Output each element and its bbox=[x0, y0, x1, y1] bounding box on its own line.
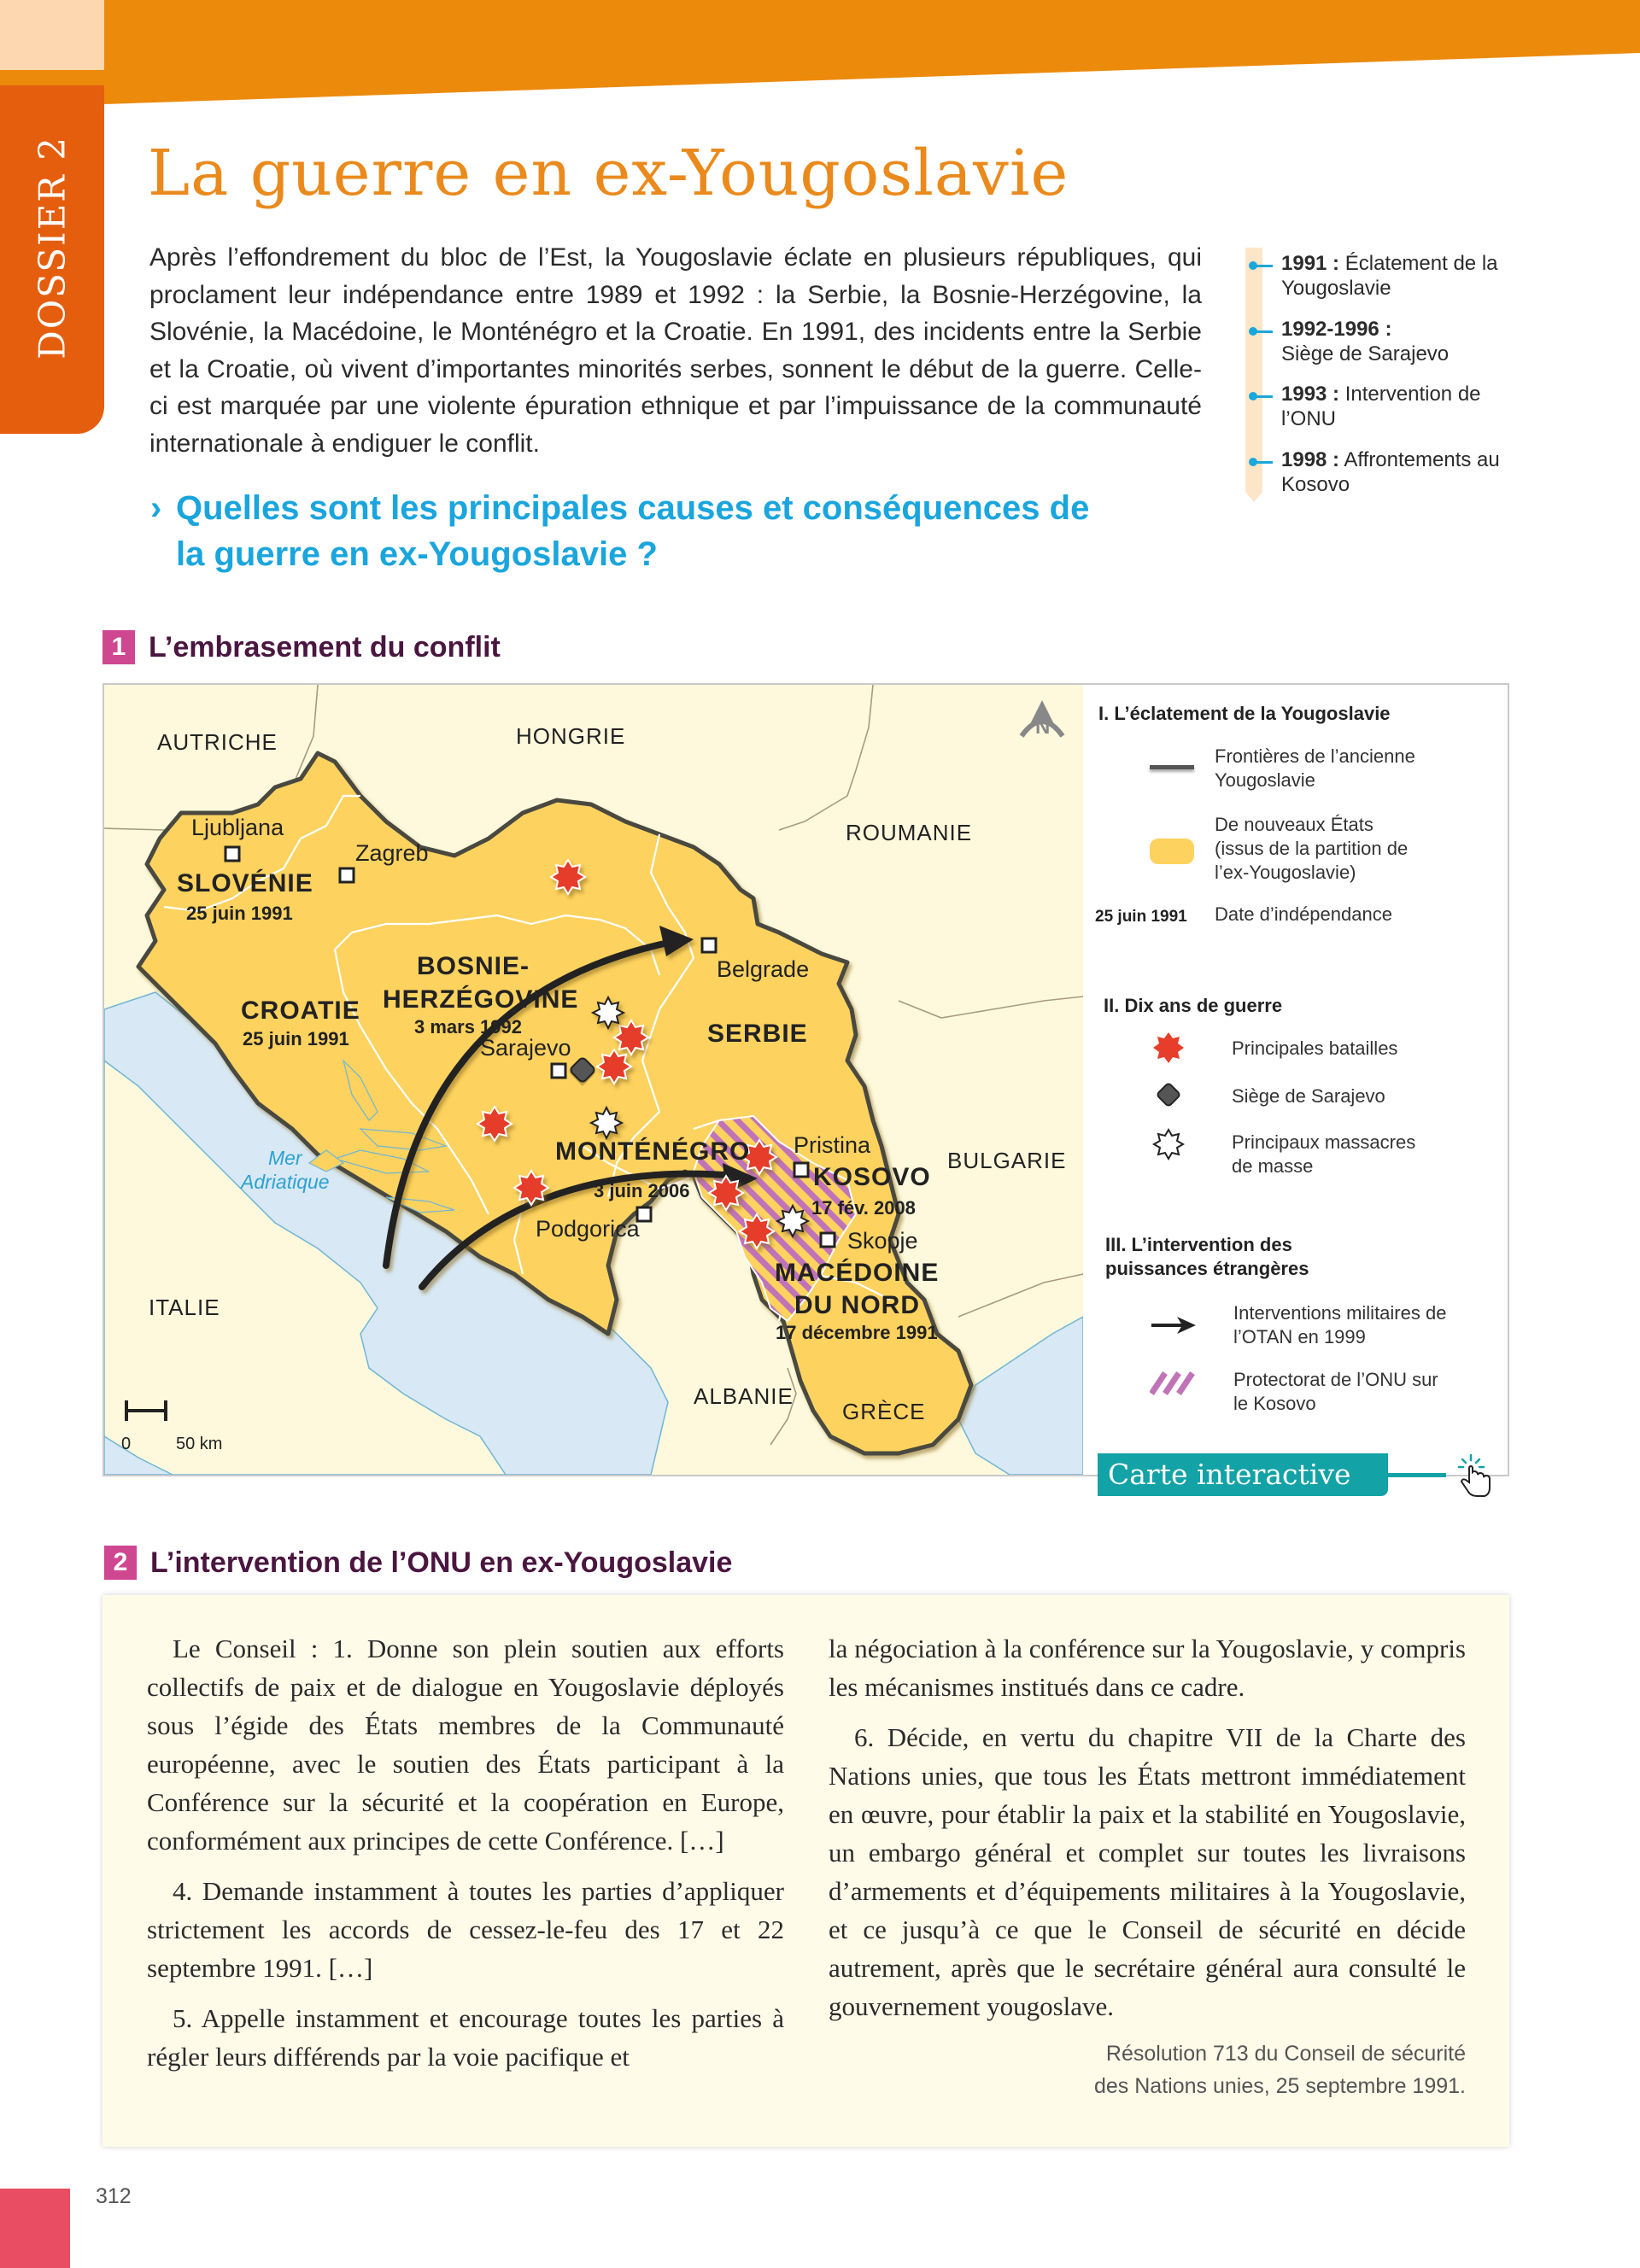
label-croatie: CROATIE bbox=[241, 997, 360, 1025]
section-2-heading bbox=[104, 1546, 732, 1580]
document-paragraph: la négociation à la conférence sur la Yougoslavie, y compris les mécanismes institués dans ce cadre. bbox=[829, 1634, 1466, 1702]
label-adriatic-sea: Mer Adriatique bbox=[241, 1147, 330, 1193]
pointing-hand-icon[interactable] bbox=[1452, 1452, 1495, 1499]
legend-part2-title: II. Dix ans de guerre bbox=[1104, 995, 1283, 1016]
protectorate-hatch-icon bbox=[1150, 1368, 1196, 1397]
label-slovenie: SLOVÉNIE bbox=[177, 869, 313, 897]
label-macedoine-2: DU NORD bbox=[794, 1291, 920, 1319]
label-kosovo: KOSOVO bbox=[813, 1163, 931, 1191]
map-legend bbox=[1095, 685, 1505, 1475]
label-italie: ITALIE bbox=[149, 1295, 220, 1320]
map-shapes bbox=[104, 685, 1083, 1475]
label-montenegro: MONTÉNÉGRO bbox=[555, 1137, 751, 1166]
document-paragraph: Le Conseil : 1. Donne son plein soutien aux efforts collectifs de paix et de dialogue en Yougoslavie déployés sous l’égide des États membres de la Communauté européenne, avec le soutien des États participant à la Conférence sur la sécurité et la coopération en Europe, conformément aux principes de cette Conférence. […] bbox=[147, 1634, 784, 1856]
label-albanie: ALBANIE bbox=[694, 1383, 794, 1409]
label-serbie: SERBIE bbox=[707, 1020, 808, 1048]
document-column-1 bbox=[147, 1629, 784, 2088]
legend-border-line-icon bbox=[1150, 765, 1194, 769]
timeline-year: 1993 : bbox=[1281, 383, 1340, 406]
legend-borders: Frontières de l’ancienne Yougoslavie bbox=[1215, 745, 1415, 791]
label-skopje: Skopje bbox=[847, 1228, 918, 1254]
label-ljubljana: Ljubljana bbox=[191, 815, 284, 840]
timeline-text: Siège de Sarajevo bbox=[1281, 342, 1450, 365]
label-bosnie-date: 3 mars 1992 bbox=[414, 1016, 522, 1038]
chevron-right-icon: › bbox=[150, 489, 162, 527]
interactive-map-connector bbox=[1388, 1473, 1446, 1477]
label-pristina: Pristina bbox=[794, 1132, 871, 1158]
legend-protectorate: Protectorat de l’ONU sur le Kosovo bbox=[1233, 1369, 1438, 1414]
label-hongrie: HONGRIE bbox=[516, 723, 626, 749]
page-number-tab bbox=[0, 2189, 70, 2268]
label-autriche: AUTRICHE bbox=[157, 729, 278, 755]
north-label: N bbox=[1035, 716, 1051, 739]
label-macedoine-date: 17 décembre 1991 bbox=[776, 1322, 938, 1343]
section-title: L’intervention de l’ONU en ex-Yougoslavie bbox=[150, 1546, 733, 1579]
timeline-text: Affrontements au Kosovo bbox=[1281, 448, 1500, 496]
section-number: 2 bbox=[104, 1546, 137, 1580]
document-paragraph: 5. Appelle instamment et encourage toutes les parties à régler leurs différends par la voie pacifique et bbox=[147, 2003, 784, 2072]
resolution-document bbox=[102, 1595, 1509, 2147]
legend-siege: Siège de Sarajevo bbox=[1232, 1085, 1385, 1107]
document-column-2 bbox=[829, 1629, 1466, 2102]
label-grece: GRÈCE bbox=[842, 1399, 926, 1424]
dossier-label: DOSSIER 2 bbox=[31, 136, 73, 359]
page-title: La guerre en ex-Yougoslavie bbox=[148, 137, 1069, 210]
label-bulgarie: BULGARIE bbox=[947, 1148, 1067, 1173]
header-band bbox=[0, 0, 1640, 111]
timeline-text: Intervention de l’ONU bbox=[1281, 383, 1481, 430]
label-kosovo-date: 17 fév. 2008 bbox=[811, 1197, 916, 1219]
nato-arrow-icon bbox=[1150, 1315, 1198, 1336]
label-podgorica: Podgorica bbox=[536, 1216, 640, 1242]
interactive-map-button[interactable]: Carte interactive bbox=[1098, 1453, 1388, 1496]
legend-battles: Principales batailles bbox=[1232, 1038, 1398, 1059]
section-number: 1 bbox=[102, 630, 135, 664]
label-belgrade: Belgrade bbox=[717, 956, 810, 982]
question-text: Quelles sont les principales causes et conséquences de la guerre en ex-Yougoslavie ? bbox=[176, 489, 1090, 573]
siege-diamond-icon bbox=[1153, 1079, 1184, 1110]
battle-star-icon bbox=[1151, 1031, 1186, 1065]
legend-nato: Interventions militaires de l’OTAN en 1999 bbox=[1233, 1302, 1447, 1347]
map bbox=[104, 685, 1083, 1475]
timeline-year: 1992-1996 : bbox=[1281, 318, 1392, 341]
label-roumanie: ROUMANIE bbox=[846, 820, 973, 845]
legend-part1-title: I. L’éclatement de la Yougoslavie bbox=[1098, 703, 1391, 724]
timeline-bar bbox=[1245, 248, 1262, 492]
label-croatie-date: 25 juin 1991 bbox=[243, 1028, 349, 1049]
section-1-heading bbox=[102, 630, 501, 664]
legend-date-sample: 25 juin 1991 bbox=[1095, 908, 1187, 926]
label-macedoine-1: MACÉDOINE bbox=[775, 1259, 940, 1287]
scale-zero: 0 bbox=[121, 1435, 132, 1453]
massacre-star-icon bbox=[1151, 1127, 1186, 1161]
scale-label: 50 km bbox=[176, 1435, 223, 1453]
timeline-year: 1991 : bbox=[1281, 252, 1340, 275]
legend-date-label: Date d’indépendance bbox=[1215, 903, 1392, 925]
intro-paragraph: Après l’effondrement du bloc de l’Est, la Yougoslavie éclate en plusieurs républiques, qui proclament leur indépendance entre 1989 et 1992 : la Serbie, la Bosnie-Herzégovine, la Slovénie, la Macédoine, le Monténégro et la Croatie. En 1991, des incidents entre la Serbie et la Croatie, où vivent d’importantes minorités serbes, sonnent le début de la guerre. Celle-ci est marquée par une violente épuration ethnique et par l’impuissance de la communauté internationale à endiguer le conflit. bbox=[149, 243, 1202, 458]
legend-part3-title: III. L’intervention des puissances étrangères bbox=[1105, 1234, 1309, 1279]
label-bosnie-2: HERZÉGOVINE bbox=[383, 985, 579, 1014]
label-sarajevo: Sarajevo bbox=[480, 1035, 571, 1061]
document-paragraph: 4. Demande instamment à toutes les parties d’appliquer strictement les accords de cessez-le-feu des 17 et 22 septembre 1991. […] bbox=[147, 1876, 784, 1983]
page-number: 312 bbox=[96, 2184, 132, 2208]
timeline-text: Éclatement de la Yougoslavie bbox=[1281, 252, 1498, 300]
label-zagreb: Zagreb bbox=[355, 840, 429, 866]
legend-new-states-swatch bbox=[1150, 839, 1194, 864]
key-question bbox=[150, 485, 1090, 577]
document-paragraph: 6. Décide, en vertu du chapitre VII de la Charte des Nations unies, que tous les États mettront immédiatement en œuvre, pour établir la paix et la stabilité en Yougoslavie, un embargo général et complet sur toutes les livraisons d’armements et d’équipements militaires à la Yougoslavie, et ce jusqu’à ce que le Conseil de sécurité en décide autrement, après que le secrétaire général aura consulté le gouvernement yougoslave. bbox=[829, 1722, 1466, 2021]
legend-new-states: De nouveaux États (issus de la partition de l’ex-Yougoslavie) bbox=[1215, 814, 1409, 883]
dossier-tab bbox=[0, 85, 104, 434]
timeline-year: 1998 : bbox=[1281, 448, 1340, 471]
section-title: L’embrasement du conflit bbox=[149, 630, 501, 663]
label-montenegro-date: 3 juin 2006 bbox=[594, 1180, 690, 1201]
timeline bbox=[1230, 248, 1503, 504]
document-source: Résolution 713 du Conseil de sécurité des Nations unies, 25 septembre 1991. bbox=[1094, 2042, 1466, 2098]
label-bosnie-1: BOSNIE- bbox=[417, 952, 530, 980]
timeline-bar-tip bbox=[1245, 492, 1262, 502]
map-figure bbox=[102, 683, 1509, 1476]
header-corner-block bbox=[0, 0, 104, 70]
legend-massacres: Principaux massacres de masse bbox=[1232, 1131, 1416, 1177]
label-slovenie-date: 25 juin 1991 bbox=[186, 903, 293, 924]
